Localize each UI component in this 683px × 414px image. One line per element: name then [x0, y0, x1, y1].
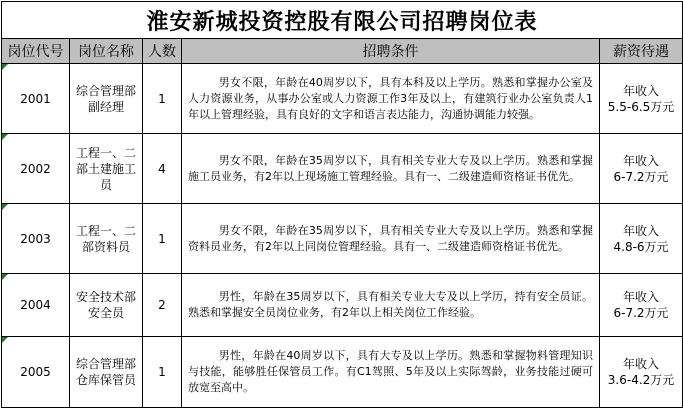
- table-row: [2, 337, 683, 408]
- cell-code[interactable]: [2, 274, 70, 337]
- cell-count[interactable]: 1: [143, 64, 182, 134]
- cell-name[interactable]: 工程一、二部土建施工员: [70, 134, 143, 204]
- cell-code[interactable]: [2, 204, 70, 274]
- table-row: [2, 274, 683, 337]
- cell-count[interactable]: 1: [143, 337, 182, 408]
- header-salary[interactable]: 薪资待遇: [600, 39, 683, 64]
- comment-marker-icon: [2, 204, 8, 210]
- comment-marker-icon: [2, 337, 8, 343]
- table-row: [2, 134, 683, 204]
- table-row: [2, 204, 683, 274]
- cell-conditions[interactable]: 男女不限，年龄在40周岁以下，具有本科及以上学历。熟悉和掌握办公室及人力资源业务，从事办公室或人力资源工作3年及以上，有建筑行业办公室负责人1年以上管理经验，具有良好的文字和语言表达能力，沟通协调能力较强。: [182, 64, 600, 134]
- cell-name[interactable]: 安全技术部安全员: [70, 274, 143, 337]
- code-text: 2005: [20, 365, 51, 379]
- header-name[interactable]: 岗位名称: [70, 39, 143, 64]
- cell-name[interactable]: 综合管理部仓库保管员: [70, 337, 143, 408]
- cell-salary[interactable]: [600, 337, 683, 408]
- cell-code[interactable]: [2, 134, 70, 204]
- salary-label: 年收入: [623, 290, 660, 304]
- table-title: 淮安新城投资控股有限公司招聘岗位表: [2, 2, 683, 39]
- comment-marker-icon: [2, 64, 8, 70]
- salary-label: 年收入: [623, 357, 660, 371]
- cell-name[interactable]: 综合管理部副经理: [70, 64, 143, 134]
- table-row: [2, 64, 683, 134]
- comment-marker-icon: [2, 274, 8, 280]
- salary-range: 6-7.2万元: [613, 169, 669, 184]
- salary-range: 5.5-6.5万元: [607, 99, 675, 114]
- code-text: 2002: [20, 161, 51, 176]
- cell-conditions[interactable]: 男女不限，年龄在35周岁以下，具有相关专业大专及以上学历。熟悉和掌握资料员业务，有2年以上同岗位管理经验。具有一、二级建造师资格证书优先。: [182, 204, 600, 274]
- cell-salary[interactable]: [600, 204, 683, 274]
- salary-range: 4.8-6万元: [613, 239, 669, 254]
- comment-marker-icon: [2, 134, 8, 140]
- salary-range: 3.6-4.2万元: [607, 373, 675, 387]
- header-count[interactable]: 人数: [143, 39, 182, 64]
- header-code[interactable]: 岗位代号: [2, 39, 70, 64]
- cell-conditions[interactable]: 男性，年龄在35周岁以下，具有相关专业大专及以上学历，持有安全员证。熟悉和掌握安全员岗位业务，有2年以上相关岗位工作经验。: [182, 274, 600, 337]
- salary-range: 6-7.2万元: [613, 306, 669, 320]
- cell-code[interactable]: [2, 337, 70, 408]
- recruitment-sheet: [1, 1, 682, 412]
- cell-count[interactable]: 1: [143, 204, 182, 274]
- cell-salary[interactable]: [600, 134, 683, 204]
- salary-label: 年收入: [623, 83, 660, 98]
- header-row: [2, 39, 683, 64]
- code-text: 2004: [20, 298, 51, 312]
- cell-salary[interactable]: [600, 64, 683, 134]
- code-text: 2003: [20, 231, 51, 246]
- salary-label: 年收入: [623, 153, 660, 168]
- cell-salary[interactable]: [600, 274, 683, 337]
- salary-label: 年收入: [623, 223, 660, 238]
- recruitment-table: [1, 1, 683, 408]
- header-conditions[interactable]: 招聘条件: [182, 39, 600, 64]
- cell-conditions[interactable]: 男性，年龄在40周岁以下，具有大专及以上学历。熟悉和掌握物料管理知识与技能，能够胜任保管员工作。有C1驾照、5年及以上实际驾龄，业务技能过硬可放宽至高中。: [182, 337, 600, 408]
- cell-code[interactable]: [2, 64, 70, 134]
- cell-count[interactable]: 2: [143, 274, 182, 337]
- cell-count[interactable]: 4: [143, 134, 182, 204]
- code-text: 2001: [20, 91, 51, 106]
- cell-name[interactable]: 工程一、二部资料员: [70, 204, 143, 274]
- cell-conditions[interactable]: 男女不限，年龄在35周岁以下，具有相关专业大专及以上学历。熟悉和掌握施工员业务，有2年以上现场施工管理经验。具有一、二级建造师资格证书优先。: [182, 134, 600, 204]
